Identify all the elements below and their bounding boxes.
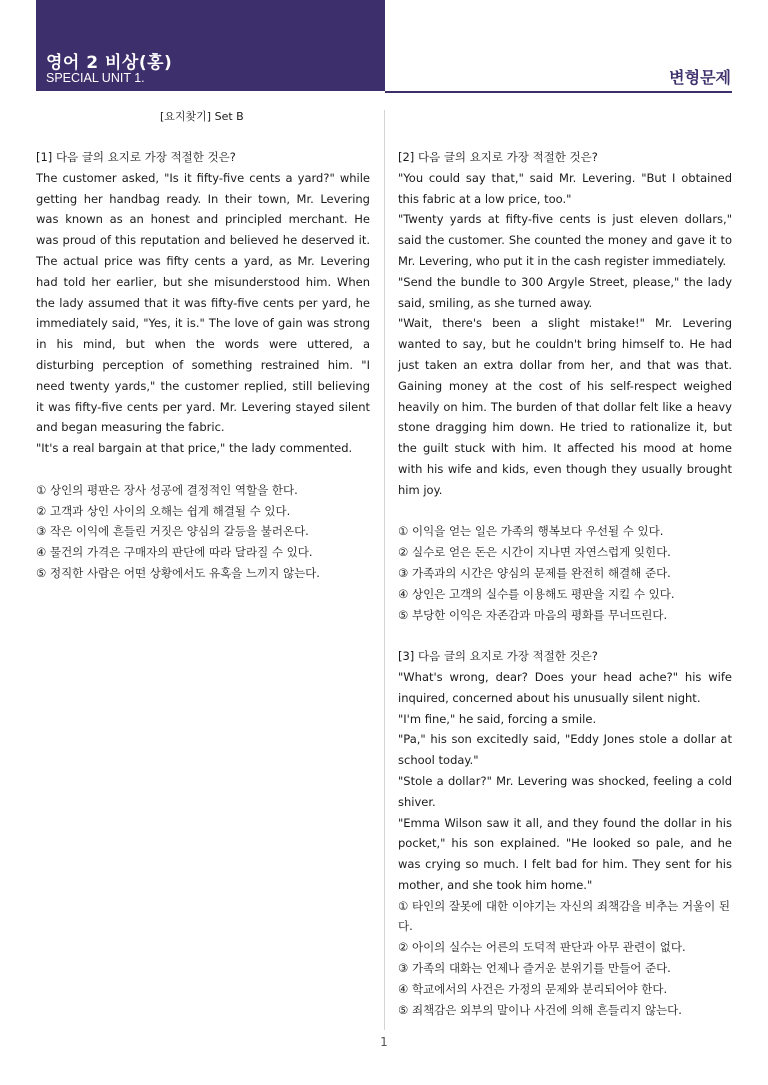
- answer-option[interactable]: ③ 가족의 대화는 언제나 즐거운 분위기를 만들어 준다.: [398, 961, 671, 976]
- page-number: 1: [380, 1035, 388, 1049]
- answer-option[interactable]: ② 실수로 얻은 돈은 시간이 지나면 자연스럽게 잊힌다.: [398, 545, 671, 560]
- answer-option[interactable]: ② 아이의 실수는 어른의 도덕적 판단과 아무 관련이 없다.: [398, 940, 686, 955]
- left-column: [36, 147, 370, 584]
- passage-paragraph: "Twenty yards at fifty-five cents is just eleven dollars," said the customer. She counted the money and gave it to Mr. Levering, who put it in the cash register immediately.: [398, 212, 732, 268]
- answer-option[interactable]: ④ 학교에서의 사건은 가정의 문제와 분리되어야 한다.: [398, 981, 668, 996]
- answer-options: [36, 480, 370, 584]
- question-passage: [398, 667, 732, 896]
- passage-paragraph: "Wait, there's been a slight mistake!" Mr. Levering wanted to say, but he couldn't bring himself to. He had just taken an extra dollar from her, and that was that. Gaining money at the cost of his self-respect weighed heavily on him. The burden of that dollar felt like a heavy stone dragging him down. He tried to rationalize it, but the guilt stuck with him. It affected his mood at home with his wife and kids, even though they usually brought him joy.: [398, 316, 732, 497]
- answer-option[interactable]: ⑤ 부당한 이익은 자존감과 마음의 평화를 무너뜨린다.: [398, 607, 668, 622]
- passage-paragraph: "What's wrong, dear? Does your head ache?" his wife inquired, concerned about his unusually silent night.: [398, 669, 732, 705]
- passage-paragraph: "Emma Wilson saw it all, and they found the dollar in his pocket," his son explained. "He looked so pale, and he was crying so much. I felt bad for him. They sent for his mother, and she took him home.": [398, 815, 732, 892]
- question-spacer: [398, 625, 732, 646]
- question-3: [398, 646, 732, 1020]
- passage-paragraph: "Send the bundle to 300 Argyle Street, please," the lady said, smiling, as she turned away.: [398, 274, 732, 310]
- passage-paragraph: "You could say that," said Mr. Levering. "But I obtained this fabric at a low price, too.": [398, 170, 732, 206]
- passage-paragraph: "I'm fine," he said, forcing a smile.: [398, 711, 597, 726]
- answer-option[interactable]: ⑤ 죄책감은 외부의 말이나 사건에 의해 흔들리지 않는다.: [398, 1002, 682, 1017]
- question-1: [36, 147, 370, 584]
- question-title: [3] 다음 글의 요지로 가장 적절한 것은?: [398, 649, 598, 664]
- unit-subtitle: SPECIAL UNIT 1.: [46, 71, 145, 85]
- answer-option[interactable]: ① 이익을 얻는 일은 가족의 행복보다 우선될 수 있다.: [398, 524, 664, 539]
- document-title: 영어 2 비상(홍): [46, 53, 173, 73]
- passage-paragraph: "It's a real bargain at that price," the lady commented.: [36, 441, 353, 456]
- answer-option[interactable]: ① 타인의 잘못에 대한 이야기는 자신의 죄책감을 비추는 거울이 된다.: [398, 898, 731, 934]
- set-label: [요지찾기] Set B: [160, 110, 244, 123]
- question-title: [2] 다음 글의 요지로 가장 적절한 것은?: [398, 150, 598, 164]
- answer-options: [398, 521, 732, 625]
- passage-paragraph: "Stole a dollar?" Mr. Levering was shocked, feeling a cold shiver.: [398, 773, 732, 809]
- passage-paragraph: The customer asked, "Is it fifty-five cents a yard?" while getting her handbag ready. In their town, Mr. Levering was known as an honest and principled merchant. He was proud of this reputation and believed he deserved it. The actual price was fifty cents a yard, as Mr. Levering had told her earlier, but she misunderstood him. When the lady assumed that it was fifty-five cents per yard, he immediately said, "Yes, it is." The love of gain was strong in his mind, but when the words were uttered, a disturbing perception of something restrained him. "I need twenty yards," the customer replied, still believing it was fifty-five cents per yard. Mr. Levering stayed silent and began measuring the fabric.: [36, 170, 370, 435]
- right-column: [398, 147, 732, 1020]
- answer-option[interactable]: ① 상인의 평판은 장사 성공에 결정적인 역할을 한다.: [36, 482, 298, 497]
- answer-option[interactable]: ④ 상인은 고객의 실수를 이용해도 평판을 지킬 수 있다.: [398, 586, 675, 601]
- answer-options: [398, 896, 732, 1021]
- answer-option[interactable]: ③ 작은 이익에 흔들린 거짓은 양심의 갈등을 불러온다.: [36, 524, 309, 539]
- question-passage: [398, 168, 732, 501]
- answer-option[interactable]: ⑤ 정직한 사람은 어떤 상황에서도 유혹을 느끼지 않는다.: [36, 565, 320, 580]
- answer-option[interactable]: ④ 물건의 가격은 구매자의 판단에 따라 달라질 수 있다.: [36, 545, 313, 560]
- header-rule: [385, 91, 732, 93]
- question-passage: [36, 168, 370, 459]
- passage-paragraph: "Pa," his son excitedly said, "Eddy Jones stole a dollar at school today.": [398, 732, 732, 768]
- question-title: [1] 다음 글의 요지로 가장 적절한 것은?: [36, 150, 236, 164]
- header-banner: [36, 0, 385, 91]
- worksheet-type-label: 변형문제: [669, 68, 731, 87]
- question-2: [398, 147, 732, 625]
- column-divider: [384, 110, 385, 1030]
- answer-option[interactable]: ② 고객과 상인 사이의 오해는 쉽게 해결될 수 있다.: [36, 503, 291, 518]
- answer-option[interactable]: ③ 가족과의 시간은 양심의 문제를 완전히 해결해 준다.: [398, 565, 671, 580]
